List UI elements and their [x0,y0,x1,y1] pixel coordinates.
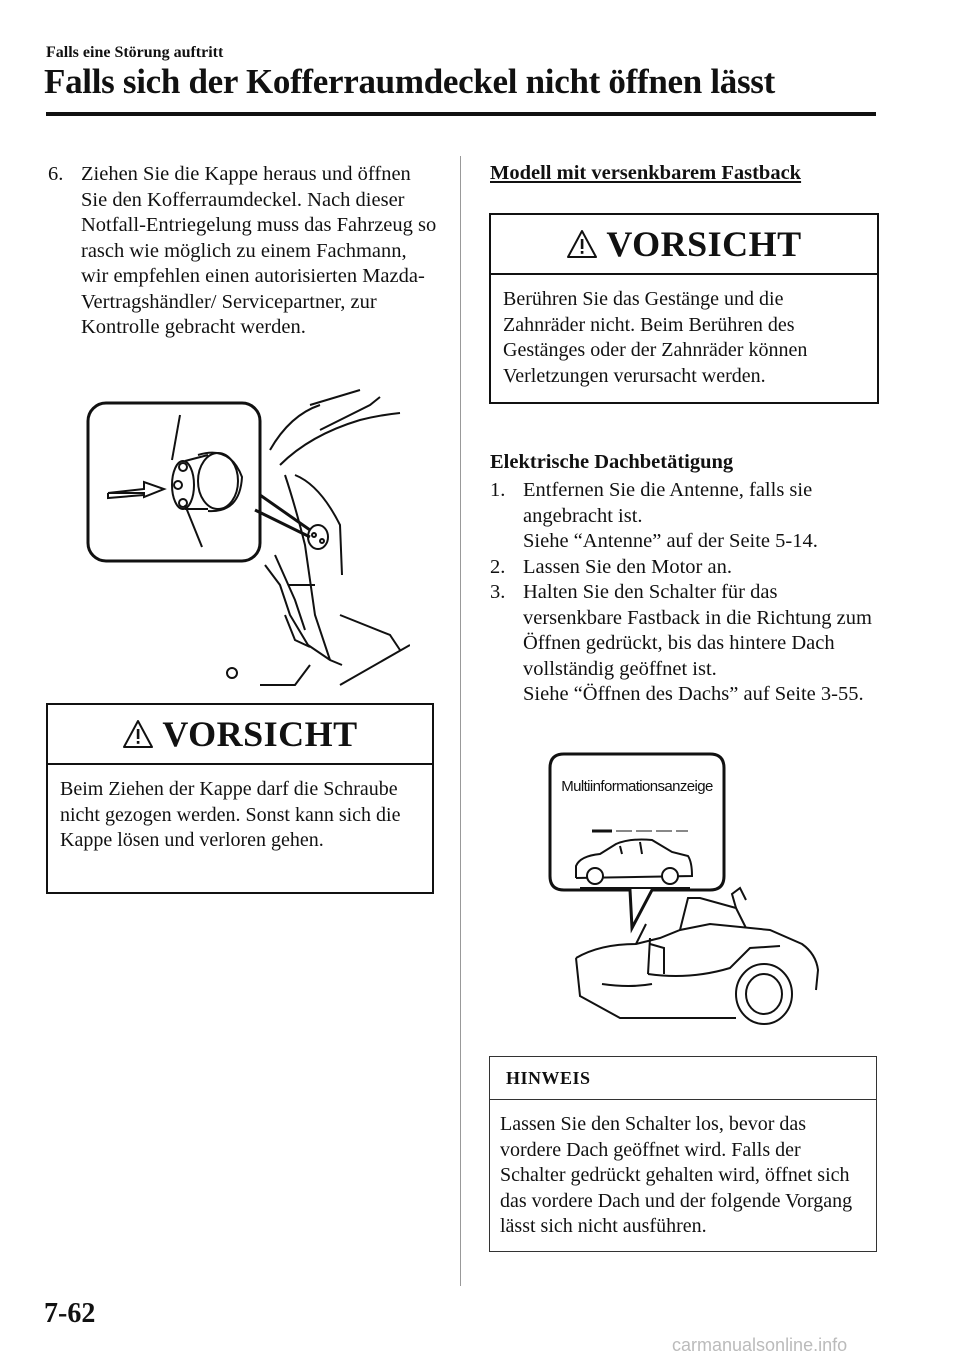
model-heading: Modell mit versenkbarem Fastback [490,162,802,184]
column-divider [460,156,461,1286]
step-number: 3. [490,581,506,603]
step-number: 1. [490,479,506,501]
step-text: Halten Sie den Schalter für das versenkbare Fastback in die Richtung zum Öffnen gedrückt, bis das hintere Dach vollständig geöffnet ist. [523,581,872,680]
caution-header [48,705,432,765]
section-label: Falls eine Störung auftritt [46,44,224,61]
note-box [489,1056,877,1252]
step-number: 2. [490,555,506,578]
step-6 [48,162,438,341]
note-text: Lassen Sie den Schalter los, bevor das vordere Dach geöffnet wird. Falls der Schalter gedrückt gehalten wird, öffnet sich das vordere Dach und der folgende Vorgang lässt sich nicht ausführen. [500,1113,853,1237]
caution-box [489,213,879,404]
step-item [490,555,875,581]
step-text: Entfernen Sie die Antenne, falls sie angebracht ist. [523,479,813,527]
warning-triangle-icon [566,229,598,259]
page-title: Falls sich der Kofferraumdeckel nicht öffnen lässt [44,62,775,101]
caution-text: Beim Ziehen der Kappe darf die Schraube nicht gezogen werden. Sonst kann sich die Kappe lösen und verloren gehen. [60,778,401,851]
page-number: 7-62 [44,1298,96,1329]
step-text: Lassen Sie den Motor an. [523,555,732,578]
steps-list [490,478,875,708]
caution-box [46,703,434,894]
trunk-release-cap-illustration [80,385,410,695]
warning-triangle-icon [122,719,154,749]
step-reference: Siehe “Antenne” auf der Seite 5-14. [523,530,818,552]
step-number: 6. [48,163,64,185]
display-label: Multiinformationsanzeige [561,778,713,795]
step-text: Ziehen Sie die Kappe heraus und öffnen Sie den Kofferraumdeckel. Nach dieser Notfall-Entriegelung muss das Fahrzeug so rasch wie möglich zu einem Fachmann, wir empfehlen einen autorisierten Mazda-Vertragshändler/ Servicepartner, zur Kontrolle gebracht werden. [81,163,437,338]
watermark: carmanualsonline.info [672,1335,848,1355]
caution-text: Berühren Sie das Gestänge und die Zahnräder nicht. Beim Berühren des Gestänges oder der Zahnräder können Verletzungen verursacht werden. [503,288,808,387]
title-rule [46,112,876,116]
step-reference: Siehe “Öffnen des Dachs” auf Seite 3-55. [523,683,864,705]
note-title: HINWEIS [490,1057,876,1100]
subheading: Elektrische Dachbetätigung [490,451,734,473]
caution-header [491,215,877,275]
step-item [490,478,875,555]
caution-title: VORSICHT [162,714,358,754]
caution-title: VORSICHT [606,224,802,264]
step-item [490,580,875,708]
